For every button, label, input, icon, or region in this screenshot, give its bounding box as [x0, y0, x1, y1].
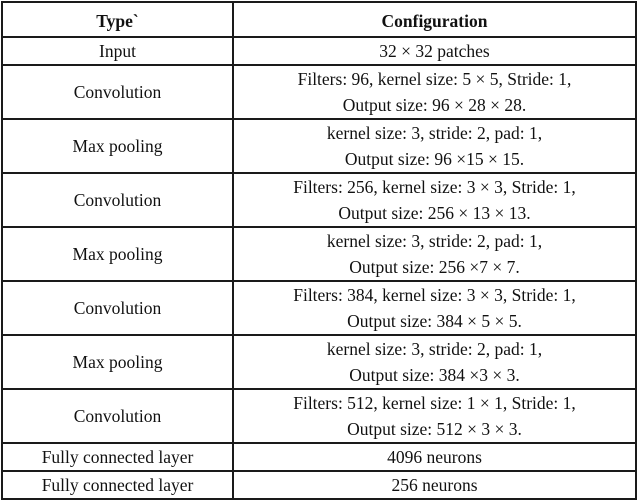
- table-row: [2, 37, 636, 65]
- table-row: [2, 335, 636, 389]
- config-line: Filters: 256, kernel size: 3 × 3, Stride: 1,: [293, 177, 576, 197]
- config-line: kernel size: 3, stride: 2, pad: 1,: [326, 123, 543, 143]
- layer-type: Fully connected layer: [2, 443, 233, 471]
- layer-type: Fully connected layer: [2, 471, 233, 499]
- config-line: Output size: 256 ×7 × 7.: [349, 257, 520, 277]
- config-line: Output size: 512 × 3 × 3.: [347, 419, 522, 439]
- layer-config: [233, 65, 636, 119]
- config-line: 256 neurons: [391, 475, 478, 495]
- config-line: Filters: 512, kernel size: 1 × 1, Stride: 1,: [293, 393, 576, 413]
- layer-type: Max pooling: [2, 227, 233, 281]
- layer-config: [233, 119, 636, 173]
- table-row: [2, 471, 636, 499]
- layer-config: [233, 389, 636, 443]
- config-line: Filters: 96, kernel size: 5 × 5, Stride: 1,: [297, 69, 572, 89]
- config-line: Filters: 384, kernel size: 3 × 3, Stride: 1,: [293, 285, 576, 305]
- header-type: Type`: [2, 2, 233, 37]
- table-row: [2, 173, 636, 227]
- table-row: [2, 65, 636, 119]
- config-line: Output size: 384 × 5 × 5.: [347, 311, 522, 331]
- cnn-architecture-table: [1, 1, 637, 500]
- table-row: [2, 119, 636, 173]
- layer-type: Convolution: [2, 65, 233, 119]
- header-configuration: Configuration: [233, 2, 636, 37]
- header-row: [2, 2, 636, 37]
- layer-type: Convolution: [2, 173, 233, 227]
- table-row: [2, 281, 636, 335]
- config-line: Output size: 96 ×15 × 15.: [344, 149, 525, 169]
- layer-config: [233, 471, 636, 499]
- layer-type: Convolution: [2, 389, 233, 443]
- layer-type: Max pooling: [2, 119, 233, 173]
- layer-type: Convolution: [2, 281, 233, 335]
- layer-type: Max pooling: [2, 335, 233, 389]
- layer-config: [233, 443, 636, 471]
- config-line: kernel size: 3, stride: 2, pad: 1,: [326, 339, 543, 359]
- layer-type: Input: [2, 37, 233, 65]
- layer-config: [233, 173, 636, 227]
- config-line: 4096 neurons: [387, 447, 482, 467]
- config-line: Output size: 384 ×3 × 3.: [349, 365, 520, 385]
- table-row: [2, 227, 636, 281]
- config-line: kernel size: 3, stride: 2, pad: 1,: [326, 231, 543, 251]
- config-line: 32 × 32 patches: [379, 41, 490, 61]
- layer-config: [233, 281, 636, 335]
- layer-config: [233, 335, 636, 389]
- config-line: Output size: 96 × 28 × 28.: [342, 95, 527, 115]
- table-row: [2, 443, 636, 471]
- layer-config: [233, 227, 636, 281]
- table-row: [2, 389, 636, 443]
- config-line: Output size: 256 × 13 × 13.: [338, 203, 531, 223]
- layer-config: [233, 37, 636, 65]
